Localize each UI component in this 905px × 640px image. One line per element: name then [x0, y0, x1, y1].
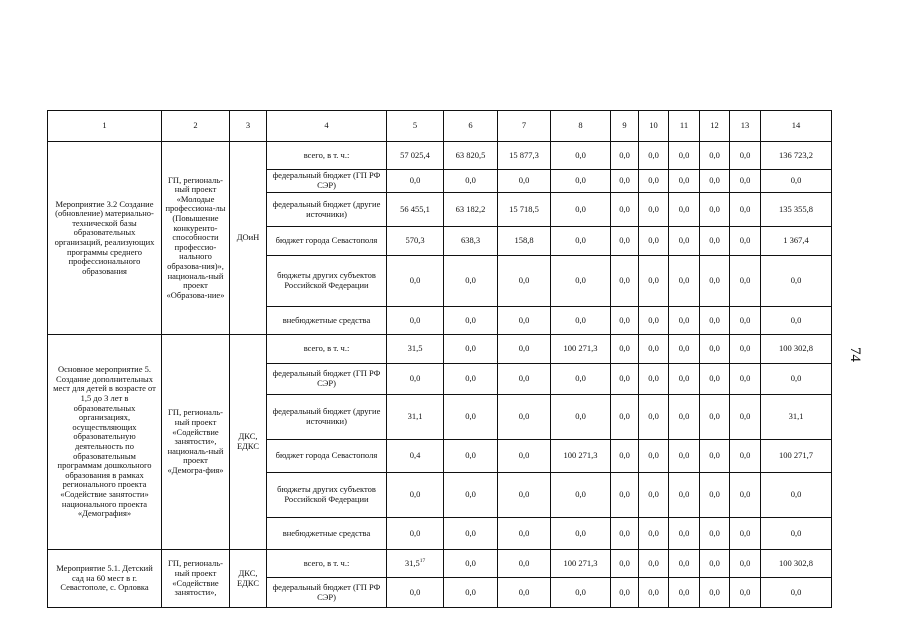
header-row: [48, 111, 832, 142]
value-cell: 0,0: [498, 170, 551, 193]
value-cell: 570,3: [387, 227, 444, 256]
source-cell: бюджет города Севастополя: [267, 440, 387, 473]
value-cell: 0,0: [551, 364, 611, 395]
value-cell: 0,0: [639, 142, 669, 170]
value-cell: 31,1: [761, 395, 832, 440]
value-cell: 0,0: [498, 440, 551, 473]
source-cell: внебюджетные средства: [267, 518, 387, 550]
header-cell: 9: [611, 111, 639, 142]
value-cell: 0,0: [730, 364, 761, 395]
value-cell: 0,0: [611, 227, 639, 256]
value-cell: [387, 550, 444, 578]
value-cell: 0,0: [611, 193, 639, 227]
source-cell: всего, в т. ч.:: [267, 550, 387, 578]
header-cell: 12: [700, 111, 730, 142]
table-row: [48, 142, 832, 170]
value-cell: 0,0: [730, 193, 761, 227]
value-cell: 0,0: [611, 473, 639, 518]
value-cell: 136 723,2: [761, 142, 832, 170]
value-cell: 0,0: [444, 578, 498, 608]
value-cell: 100 271,3: [551, 550, 611, 578]
value-cell: 15 718,5: [498, 193, 551, 227]
value-cell: 0,0: [551, 518, 611, 550]
value-cell: 0,0: [730, 307, 761, 335]
value-cell: 0,0: [730, 473, 761, 518]
value-cell: 0,0: [387, 170, 444, 193]
value-cell: 100 302,8: [761, 550, 832, 578]
source-cell: всего, в т. ч.:: [267, 142, 387, 170]
source-cell: бюджет города Севастополя: [267, 227, 387, 256]
value-cell: 0,0: [700, 395, 730, 440]
value-cell: 0,0: [639, 335, 669, 364]
value-cell: 0,0: [669, 256, 700, 307]
value-cell: 0,0: [700, 193, 730, 227]
value-cell: 0,0: [669, 395, 700, 440]
value-cell: 100 271,7: [761, 440, 832, 473]
value-cell: 0,0: [611, 364, 639, 395]
value-cell: 0,0: [444, 440, 498, 473]
value-cell: 0,0: [498, 550, 551, 578]
source-cell: федеральный бюджет (ГП РФ СЭР): [267, 364, 387, 395]
page-number: 74: [847, 347, 863, 362]
value-cell: 0,0: [387, 364, 444, 395]
value-cell: 0,0: [700, 227, 730, 256]
value-cell: 0,0: [700, 550, 730, 578]
value-cell: 0,0: [730, 256, 761, 307]
header-cell: 4: [267, 111, 387, 142]
value-cell: 0,0: [551, 193, 611, 227]
value-cell: 0,0: [730, 395, 761, 440]
value-cell: 0,0: [611, 142, 639, 170]
header-cell: 2: [162, 111, 230, 142]
value-cell: 0,4: [387, 440, 444, 473]
measure-name-cell: Основное мероприятие 5. Создание дополнительных мест для детей в возрасте от 1,5 до 3 лет в образовательных организациях, осуществляющих образовательную деятельность по образовательным программам дошкольного образования в рамках регионального проекта «Содействие занятости» национального проекта «Демография»: [48, 335, 162, 550]
value-cell: 100 271,3: [551, 440, 611, 473]
value-cell: 0,0: [639, 307, 669, 335]
value-cell: 0,0: [639, 227, 669, 256]
value-cell: 0,0: [498, 578, 551, 608]
value-cell: 0,0: [551, 256, 611, 307]
value-cell: 0,0: [639, 193, 669, 227]
value-cell: 0,0: [639, 578, 669, 608]
value-cell: 0,0: [498, 256, 551, 307]
value-cell: 158,8: [498, 227, 551, 256]
budget-table: [47, 110, 832, 608]
value-cell: 0,0: [700, 256, 730, 307]
value-cell: 0,0: [551, 395, 611, 440]
value-cell: 0,0: [700, 440, 730, 473]
value-cell: 0,0: [669, 518, 700, 550]
value-cell: 0,0: [639, 473, 669, 518]
value-cell: 0,0: [551, 170, 611, 193]
source-cell: всего, в т. ч.:: [267, 335, 387, 364]
value-cell: 1 367,4: [761, 227, 832, 256]
value-cell: 0,0: [700, 578, 730, 608]
value-cell: 0,0: [730, 578, 761, 608]
value-cell: 0,0: [611, 170, 639, 193]
value-cell: 0,0: [669, 142, 700, 170]
value-cell: 0,0: [700, 335, 730, 364]
source-cell: федеральный бюджет (другие источники): [267, 193, 387, 227]
value-cell: 0,0: [730, 550, 761, 578]
value-cell: 0,0: [444, 307, 498, 335]
header-cell: 3: [230, 111, 267, 142]
value-cell: 0,0: [498, 518, 551, 550]
value-cell: 0,0: [444, 473, 498, 518]
header-cell: 5: [387, 111, 444, 142]
value-cell: 0,0: [639, 395, 669, 440]
value-cell: 135 355,8: [761, 193, 832, 227]
value-cell: 0,0: [639, 364, 669, 395]
value-cell: 0,0: [669, 578, 700, 608]
value-cell: 0,0: [444, 335, 498, 364]
value-cell: 0,0: [761, 473, 832, 518]
value-cell: 31,5: [387, 335, 444, 364]
value-cell: 0,0: [761, 578, 832, 608]
value-cell: 0,0: [761, 170, 832, 193]
program-cell: ГП, региональ-ный проект «Содействие занятости», националь-ный проект «Демогра-фия»: [162, 335, 230, 550]
value-cell: 0,0: [669, 550, 700, 578]
value-cell: 0,0: [730, 440, 761, 473]
header-cell: 10: [639, 111, 669, 142]
header-cell: 14: [761, 111, 832, 142]
value-cell: 0,0: [611, 395, 639, 440]
header-cell: 8: [551, 111, 611, 142]
value-cell: 0,0: [761, 364, 832, 395]
value-cell: 100 271,3: [551, 335, 611, 364]
value-cell: 0,0: [551, 473, 611, 518]
value-cell: 0,0: [761, 307, 832, 335]
value-cell: 0,0: [611, 440, 639, 473]
value-cell: 0,0: [730, 518, 761, 550]
value-cell: 56 455,1: [387, 193, 444, 227]
value-cell: 0,0: [700, 473, 730, 518]
value-cell: 0,0: [639, 256, 669, 307]
value-cell: 0,0: [669, 227, 700, 256]
value-cell: 0,0: [639, 440, 669, 473]
value-cell: 0,0: [498, 395, 551, 440]
value-cell: 0,0: [700, 307, 730, 335]
value-cell: 0,0: [611, 256, 639, 307]
header-cell: 11: [669, 111, 700, 142]
value-cell: 0,0: [639, 518, 669, 550]
program-cell: ГП, региональ-ный проект «Молодые профессиона-лы (Повышение конкуренто-способности профессио-нального образова-ния)», националь-ный проект «Образова-ние»: [162, 142, 230, 335]
executor-cell: ДКС, ЕДКС: [230, 550, 267, 608]
value-cell: 0,0: [611, 578, 639, 608]
value-cell: 0,0: [730, 335, 761, 364]
value-cell: 0,0: [669, 473, 700, 518]
value-cell: 100 302,8: [761, 335, 832, 364]
value-cell: 31,1: [387, 395, 444, 440]
value-cell: 0,0: [611, 518, 639, 550]
measure-name-cell: Мероприятие 5.1. Детский сад на 60 мест в г. Севастополе, с. Орловка: [48, 550, 162, 608]
value-cell: 63 820,5: [444, 142, 498, 170]
value-cell: 0,0: [669, 440, 700, 473]
source-cell: федеральный бюджет (ГП РФ СЭР): [267, 170, 387, 193]
source-cell: федеральный бюджет (другие источники): [267, 395, 387, 440]
source-cell: внебюджетные средства: [267, 307, 387, 335]
value-cell: 0,0: [444, 364, 498, 395]
executor-cell: ДОиН: [230, 142, 267, 335]
value-cell: 0,0: [639, 170, 669, 193]
value-cell: 0,0: [669, 364, 700, 395]
value-cell: 0,0: [551, 227, 611, 256]
source-cell: бюджеты других субъектов Российской Федерации: [267, 256, 387, 307]
table-row: [48, 335, 832, 364]
source-cell: федеральный бюджет (ГП РФ СЭР): [267, 578, 387, 608]
value-cell: 0,0: [669, 307, 700, 335]
header-cell: 7: [498, 111, 551, 142]
value-cell: 0,0: [761, 256, 832, 307]
value-cell: 0,0: [498, 335, 551, 364]
value-cell: 0,0: [387, 578, 444, 608]
value-cell: 0,0: [669, 335, 700, 364]
measure-name-cell: Мероприятие 3.2 Создание (обновление) материально-технической базы образовательных организаций, реализующих программы среднего профессионального образования: [48, 142, 162, 335]
value-cell: 0,0: [444, 256, 498, 307]
value-cell: 0,0: [669, 170, 700, 193]
value-cell: 63 182,2: [444, 193, 498, 227]
value-cell: 0,0: [498, 307, 551, 335]
value-cell: 15 877,3: [498, 142, 551, 170]
value-cell: 638,3: [444, 227, 498, 256]
value-cell: 0,0: [444, 395, 498, 440]
value-cell: 0,0: [387, 307, 444, 335]
value-cell: 57 025,4: [387, 142, 444, 170]
table-row: [48, 550, 832, 578]
value-cell: 0,0: [730, 227, 761, 256]
value-cell: 0,0: [611, 335, 639, 364]
value-cell: 0,0: [700, 170, 730, 193]
value-cell: 0,0: [730, 142, 761, 170]
value-cell: 0,0: [611, 550, 639, 578]
value-cell: 0,0: [387, 256, 444, 307]
value-cell: 0,0: [700, 142, 730, 170]
value-cell: 0,0: [700, 364, 730, 395]
value-cell: 0,0: [498, 364, 551, 395]
footnote-marker: 17: [419, 557, 426, 564]
header-cell: 13: [730, 111, 761, 142]
header-cell: 1: [48, 111, 162, 142]
value-text: 31,5: [404, 557, 420, 568]
value-cell: 0,0: [639, 550, 669, 578]
value-cell: 0,0: [551, 307, 611, 335]
executor-cell: ДКС, ЕДКС: [230, 335, 267, 550]
value-cell: 0,0: [669, 193, 700, 227]
value-cell: 0,0: [387, 473, 444, 518]
value-cell: 0,0: [730, 170, 761, 193]
source-cell: бюджеты других субъектов Российской Федерации: [267, 473, 387, 518]
value-cell: 0,0: [444, 518, 498, 550]
value-cell: 0,0: [551, 578, 611, 608]
value-cell: 0,0: [444, 170, 498, 193]
value-cell: 0,0: [700, 518, 730, 550]
program-cell: ГП, региональ-ный проект «Содействие занятости»,: [162, 550, 230, 608]
value-cell: 0,0: [761, 518, 832, 550]
value-cell: 0,0: [611, 307, 639, 335]
value-cell: 0,0: [551, 142, 611, 170]
value-cell: 0,0: [444, 550, 498, 578]
value-cell: 0,0: [387, 518, 444, 550]
value-cell: 0,0: [498, 473, 551, 518]
header-cell: 6: [444, 111, 498, 142]
